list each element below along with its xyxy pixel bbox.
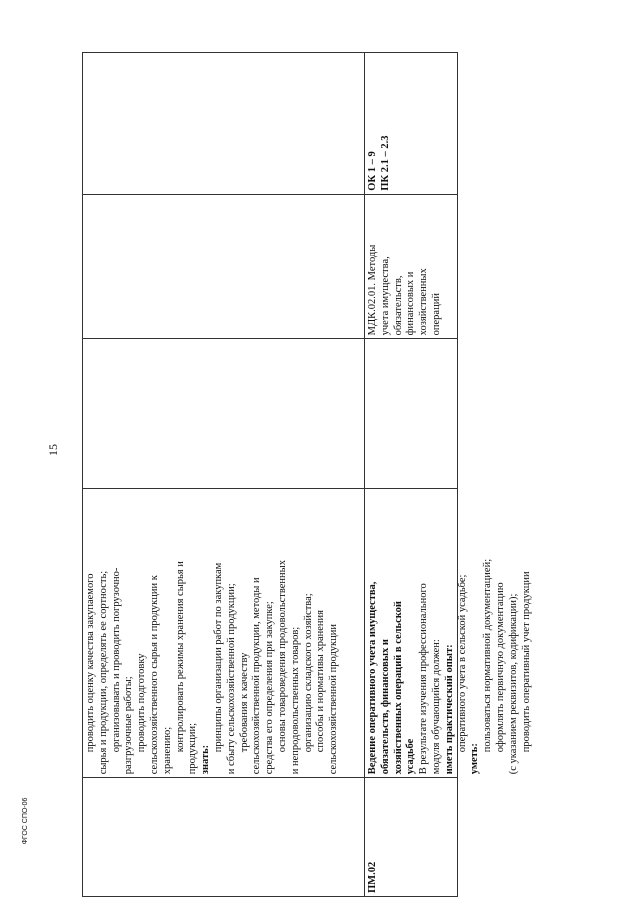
text-line: модуля обучающийся должен: xyxy=(430,639,442,775)
text-line: основы товароведения продовольственных xyxy=(276,560,288,753)
text-line: знать: xyxy=(200,744,212,775)
text-line: сельскохозяйственной продукции xyxy=(328,623,340,775)
text-line: хозяйственных xyxy=(418,268,430,336)
text-line: уметь: xyxy=(469,743,481,775)
text-line: учета имущества, xyxy=(379,256,391,336)
page-number: 15 xyxy=(46,444,60,456)
text-line: оформлять первичную документацию xyxy=(494,582,506,753)
footer-standard-mark: ФГОС СПО-06 xyxy=(22,797,29,845)
text-line: В результате изучения профессионального xyxy=(418,583,430,775)
curriculum-table xyxy=(82,52,532,897)
text-line: усадьбе xyxy=(405,738,417,775)
text-line: иметь практический опыт: xyxy=(443,644,455,775)
text-line: хозяйственных операций в сельской xyxy=(392,601,404,775)
text-line: хранению; xyxy=(161,726,173,775)
competencies-cell xyxy=(365,53,457,195)
text-line: организовывать и проводить погрузочно- xyxy=(110,567,122,753)
text-line: и непродовольственных товаров; xyxy=(289,626,301,775)
text-line: обязательств, финансовых и xyxy=(379,639,391,775)
competencies-cell xyxy=(83,53,364,195)
text-line: продукции; xyxy=(187,722,199,775)
text-line: финансовых и xyxy=(405,271,417,336)
text-line: требования к качеству xyxy=(238,652,250,753)
empty-cell xyxy=(365,339,457,489)
text-line: принципы организации работ по закупкам xyxy=(212,562,224,753)
module-code-cell xyxy=(83,778,364,896)
text-line: разгрузочные работы; xyxy=(123,676,135,775)
text-line: организацию складского хозяйства; xyxy=(302,593,314,753)
text-line: МДК.02.01. Методы xyxy=(367,244,378,336)
table-row xyxy=(83,53,364,896)
text-line: способы и нормативы хранения xyxy=(315,610,327,753)
mdk-cell xyxy=(83,195,364,340)
text-line: средства его определения при закупке; xyxy=(264,601,276,775)
module-code-cell: ПМ.02 xyxy=(367,861,378,893)
text-line: проводить подготовку xyxy=(136,653,148,753)
text-line: контролировать режимы хранения сырья и xyxy=(174,561,186,753)
text-line: сырья и продукции, определять ее сортность; xyxy=(97,570,109,775)
text-line: ПК 2.1 – 2.3 xyxy=(379,135,391,191)
text-line: сельскохозяйственной продукции, методы и xyxy=(251,577,263,775)
mdk-cell xyxy=(365,195,457,340)
content-cell xyxy=(83,489,364,778)
text-line: проводить оценку качества закупаемого xyxy=(85,573,96,753)
content-cell xyxy=(365,489,532,778)
text-line: ОК 1 – 9 xyxy=(367,151,378,191)
text-line: пользоваться нормативной документацией; xyxy=(482,558,494,753)
text-line: проводить оперативный учет продукции xyxy=(520,571,532,753)
text-line: (с указанием реквизитов, кодификации); xyxy=(507,593,519,775)
text-line: обязательств, xyxy=(392,275,404,336)
text-line: Ведение оперативного учета имущества, xyxy=(367,581,378,775)
text-line: и сбыту сельскохозяйственной продукции; xyxy=(225,583,237,775)
empty-cell xyxy=(83,339,364,489)
text-line: оперативного учета в сельской усадьбе; xyxy=(456,574,468,753)
table-row xyxy=(364,53,532,896)
text-line: сельскохозяйственного сырья и продукции к xyxy=(148,575,160,775)
text-line: операций xyxy=(430,293,442,336)
